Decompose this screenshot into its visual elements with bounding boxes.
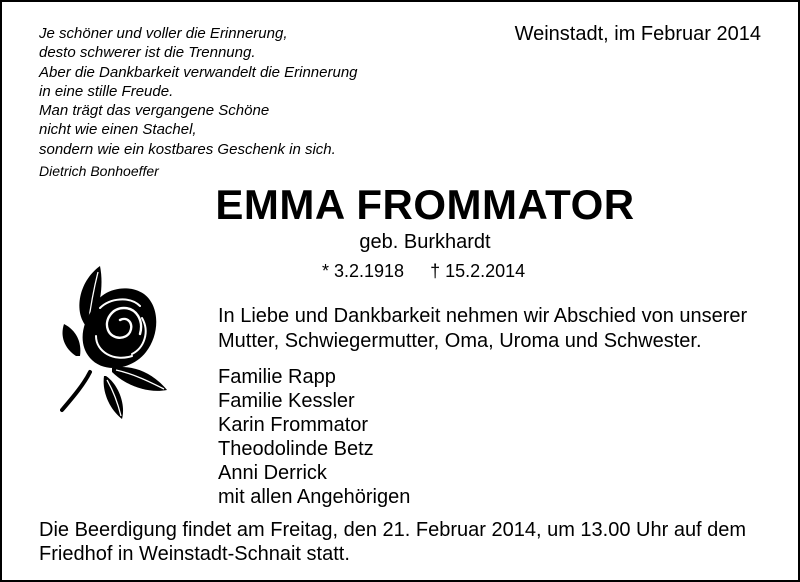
funeral-line: Friedhof in Weinstadt-Schnait statt.: [39, 543, 350, 565]
deceased-name: EMMA FROMMATOR: [215, 181, 635, 228]
mourner-item: Karin Frommator: [218, 414, 369, 436]
maiden-name: geb. Burkhardt: [359, 231, 491, 253]
mourner-item: mit allen Angehörigen: [218, 486, 411, 508]
funeral-line: Die Beerdigung findet am Freitag, den 21. Februar 2014, um 13.00 Uhr auf dem: [39, 519, 747, 541]
poem-line: Je schöner und voller die Erinnerung,: [39, 25, 288, 42]
farewell-line: Mutter, Schwiegermutter, Oma, Uroma und Schwester.: [218, 330, 702, 352]
funeral-info: [39, 518, 746, 566]
life-dates: [322, 261, 525, 282]
rose-icon: [60, 264, 168, 420]
poem-line: nicht wie einen Stachel,: [39, 121, 197, 139]
poem-line: sondern wie ein kostbares Geschenk in sich.: [39, 140, 336, 158]
poem-line: Man trägt das vergangene Schöne: [39, 102, 270, 120]
poem-line: Aber die Dankbarkeit verwandelt die Erinnerung: [39, 63, 358, 81]
mourner-item: Familie Kessler: [218, 390, 355, 412]
mourner-item: Familie Rapp: [218, 366, 336, 388]
birth-date: * 3.2.1918: [322, 261, 405, 281]
place-and-date: Weinstadt, im Februar 2014: [514, 23, 761, 45]
death-date: † 15.2.2014: [430, 261, 526, 281]
poem-line: desto schwerer ist die Trennung.: [39, 44, 256, 62]
poem-author: Dietrich Bonhoeffer: [39, 163, 159, 179]
farewell-text: [218, 304, 747, 354]
mourner-item: Theodolinde Betz: [218, 438, 374, 460]
poem-line: in eine stille Freude.: [39, 82, 174, 100]
farewell-line: In Liebe und Dankbarkeit nehmen wir Abschied von unserer: [218, 305, 748, 327]
mourners-list: [218, 365, 410, 509]
poem-quote: [39, 24, 358, 159]
mourner-item: Anni Derrick: [218, 462, 327, 484]
